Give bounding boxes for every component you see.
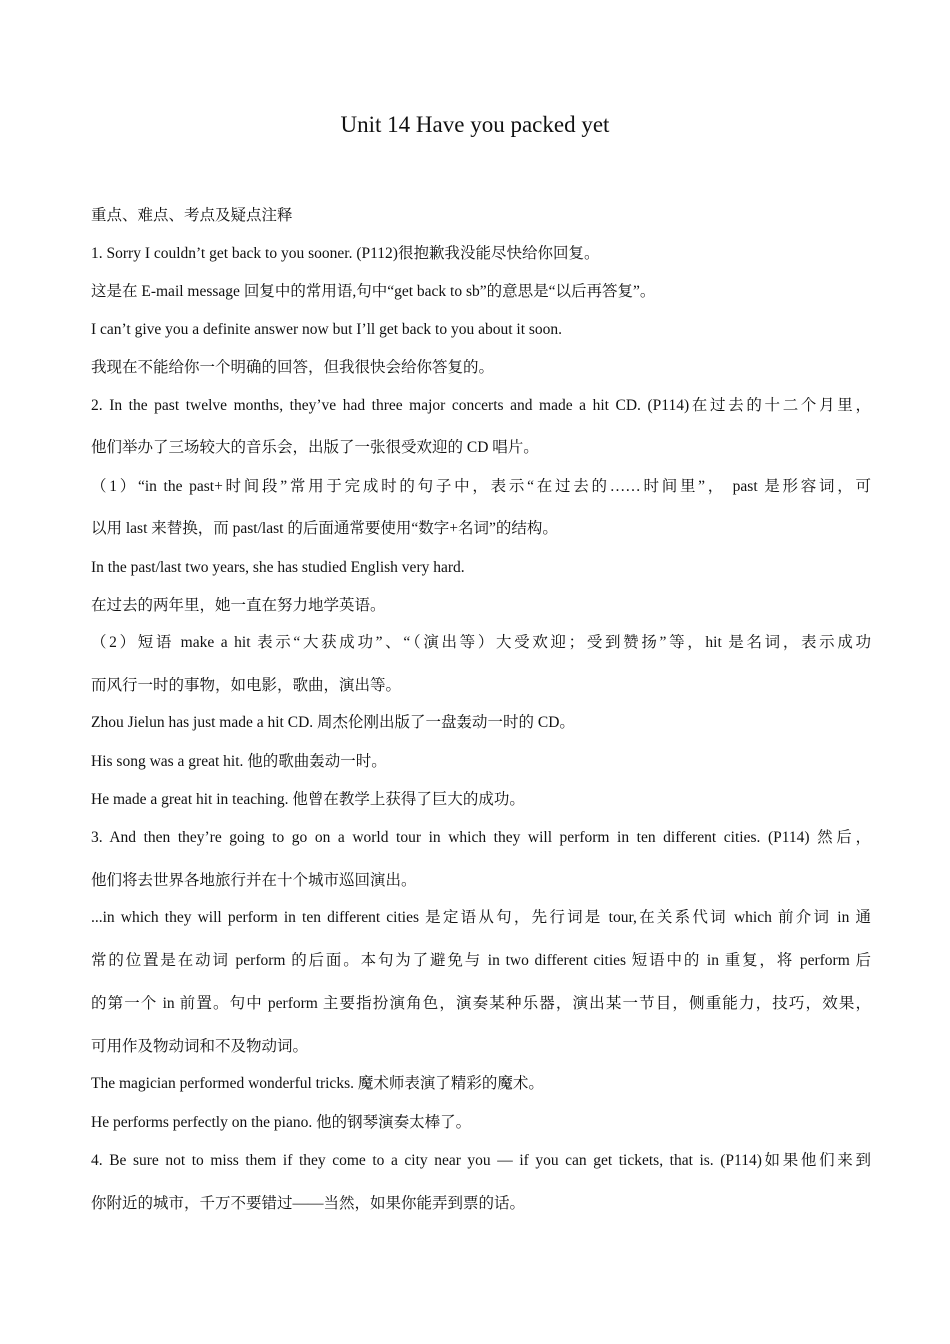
note-3-sentence-cont: 他们将去世界各地旅行并在十个城市巡回演出。 bbox=[91, 872, 417, 889]
page-title: Unit 14 Have you packed yet bbox=[340, 112, 610, 137]
note-3-sentence: 3. And then they’re going to go on a world tour in which they will perform in ten different cities. (P114) 然后， bbox=[91, 829, 871, 846]
note-2-example-3: He made a great hit in teaching. 他曾在教学上获得了巨大的成功。 bbox=[91, 791, 525, 808]
note-3-example-2: He performs perfectly on the piano. 他的钢琴演奏太棒了。 bbox=[91, 1114, 472, 1131]
note-1-example-en: I can’t give you a definite answer now but I’ll get back to you about it soon. bbox=[91, 321, 563, 338]
note-2-example-zh: 在过去的两年里，她一直在努力地学英语。 bbox=[91, 597, 386, 614]
note-2-sentence-cont: 他们举办了三场较大的音乐会，出版了一张很受欢迎的 CD 唱片。 bbox=[91, 439, 539, 456]
section-heading: 重点、难点、考点及疑点注释 bbox=[91, 207, 293, 224]
note-1-sentence: 1. Sorry I couldn’t get back to you sooner. (P112)很抱歉我没能尽快给你回复。 bbox=[91, 245, 600, 262]
note-2-sentence: 2. In the past twelve months, they’ve had three major concerts and made a hit CD. (P114)在过去的十二个月里， bbox=[91, 397, 871, 414]
note-2-point-1: （1）“in the past+时间段”常用于完成时的句子中，表示“在过去的……时间里”， past 是形容词，可 bbox=[91, 478, 871, 495]
note-3-explanation-2: 常的位置是在动词 perform 的后面。本句为了避免与 in two different cities 短语中的 in 重复，将 perform 后 bbox=[91, 952, 871, 969]
note-1-explanation: 这是在 E-mail message 回复中的常用语,句中“get back to sb”的意思是“以后再答复”。 bbox=[91, 283, 656, 300]
note-2-example-en: In the past/last two years, she has studied English very hard. bbox=[91, 559, 465, 576]
note-2-point-2-cont: 而风行一时的事物，如电影，歌曲，演出等。 bbox=[91, 677, 402, 694]
note-2-point-1-cont: 以用 last 来替换，而 past/last 的后面通常要使用“数字+名词”的结构。 bbox=[91, 520, 558, 537]
note-1-example-zh: 我现在不能给你一个明确的回答，但我很快会给你答复的。 bbox=[91, 359, 495, 376]
note-4-sentence: 4. Be sure not to miss them if they come to a city near you — if you can get tickets, that is. (P114)如果他们来到 bbox=[91, 1152, 871, 1169]
note-2-example-1: Zhou Jielun has just made a hit CD. 周杰伦刚出版了一盘轰动一时的 CD。 bbox=[91, 714, 575, 731]
note-3-explanation-4: 可用作及物动词和不及物动词。 bbox=[91, 1038, 309, 1055]
note-4-sentence-cont: 你附近的城市，千万不要错过——当然，如果你能弄到票的话。 bbox=[91, 1195, 526, 1212]
note-3-example-1: The magician performed wonderful tricks. 魔术师表演了精彩的魔术。 bbox=[91, 1075, 544, 1092]
note-2-example-2: His song was a great hit. 他的歌曲轰动一时。 bbox=[91, 753, 387, 770]
note-3-explanation-1: ...in which they will perform in ten different cities 是定语从句，先行词是 tour,在关系代词 which 前介词 in 通 bbox=[91, 909, 871, 926]
note-3-explanation-3: 的第一个 in 前置。句中 perform 主要指扮演角色，演奏某种乐器，演出某一节目，侧重能力，技巧，效果， bbox=[91, 995, 871, 1012]
note-2-point-2: （2）短语 make a hit 表示“大获成功”、“（演出等）大受欢迎；受到赞扬”等，hit 是名词，表示成功 bbox=[91, 634, 871, 651]
